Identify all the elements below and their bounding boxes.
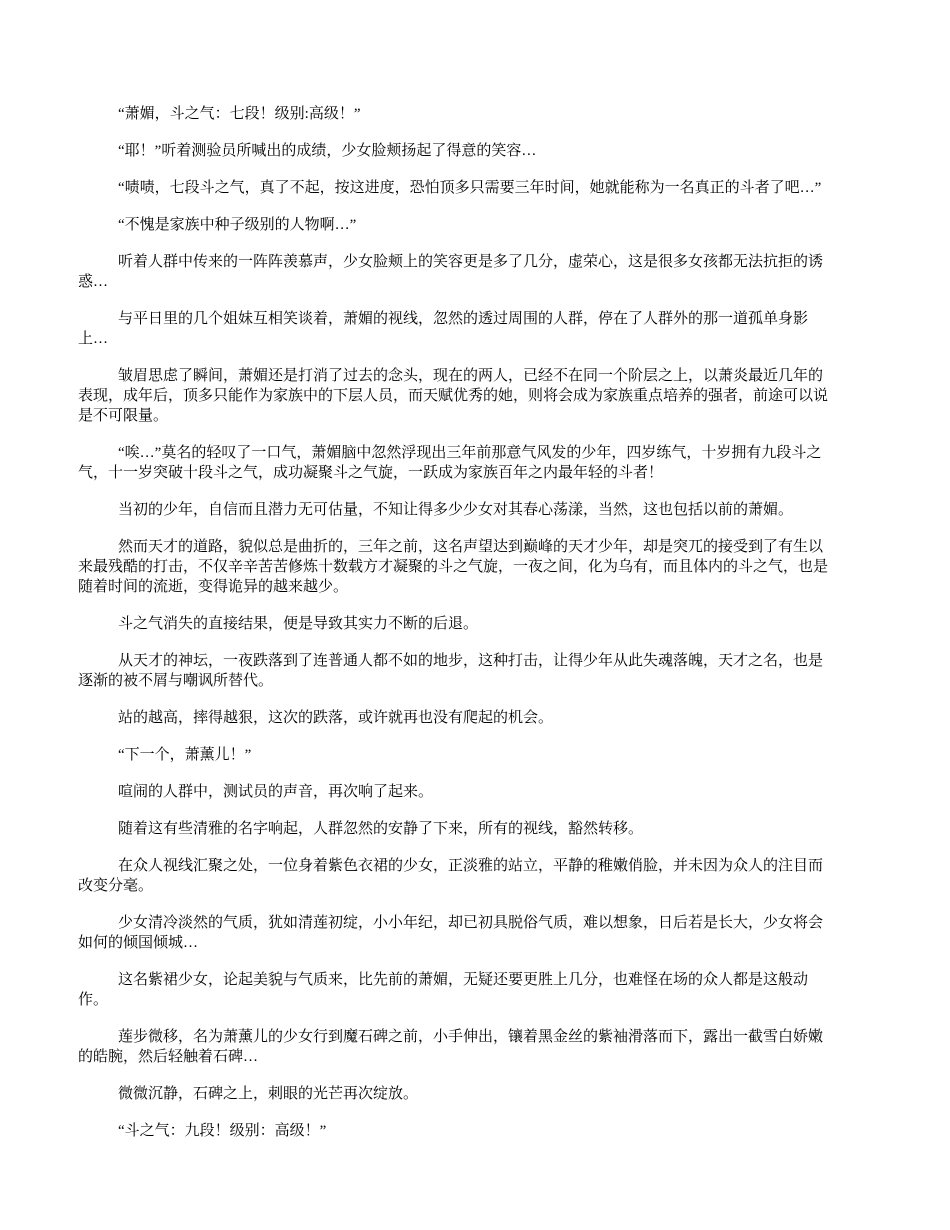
paragraph-narrative-tester-voice: 喧闹的人群中，测试员的声音，再次响了起来。: [118, 784, 434, 800]
paragraph-narrative-crowd-quiet: 随着这有些清雅的名字响起，人群忽然的安静了下来，所有的视线，豁然转移。: [118, 821, 644, 837]
paragraph-dialogue-xiaomei-result: “萧媚，斗之气：七段！级别:高级！”: [118, 106, 361, 122]
paragraph-narrative-fall-from-altar: 从天才的神坛，一夜跌落到了连普通人都不如的地步，这种打击，让得少年从此失魂落魄，天才之名，也是逐渐的被不屑与嘲讽所替代。: [78, 653, 824, 689]
paragraph-narrative-lotus-temperament: 少女清冷淡然的气质，犹如清莲初绽，小小年纪，却已初具脱俗气质，难以想象，日后若是长大，少女将会如何的倾国倾城…: [78, 915, 824, 951]
paragraph-narrative-strength-decline: 斗之气消失的直接结果，便是导致其实力不断的后退。: [118, 616, 479, 632]
paragraph-dialogue-zeze: “啧啧，七段斗之气，真了不起，按这进度，恐怕顶多只需要三年时间，她就能称为一名真正的斗者了吧…”: [118, 180, 822, 196]
paragraph-narrative-envy: 听着人群中传来的一阵阵羡慕声，少女脸颊上的笑容更是多了几分，虚荣心，这是很多女孩都无法抗拒的诱惑…: [78, 254, 824, 290]
paragraph-narrative-former-boy: 当初的少年，自信而且潜力无可估量，不知让得多少少女对其春心荡漾，当然，这也包括以前的萧媚。: [118, 502, 794, 518]
paragraph-narrative-touch-stele: 莲步微移，名为萧薰儿的少女行到魔石碑之前，小手伸出，镶着黑金丝的紫袖滑落而下，露出一截雪白娇嫩的皓腕，然后轻触着石碑…: [78, 1029, 824, 1065]
paragraph-dialogue-sigh: “唉…”莫名的轻叹了一口气，萧媚脑中忽然浮现出三年前那意气风发的少年，四岁练气，十岁拥有九段斗之气，十一岁突破十段斗之气，成功凝聚斗之气旋，一跃成为家族百年之内最年轻的斗者！: [78, 445, 822, 481]
paragraph-narrative-ponder: 皱眉思虑了瞬间，萧媚还是打消了过去的念头，现在的两人，已经不在同一个阶层之上，以萧炎最近几年的表现，成年后，顶多只能作为家族中的下层人员，而天赋优秀的她，则将会成为家族重点培养的强者，前途可以说是不可限量。: [78, 368, 829, 424]
paragraph-dialogue-seed-member: “不愧是家族中种子级别的人物啊…”: [118, 217, 357, 233]
paragraph-narrative-higher-harder-fall: 站的越高，摔得越狠，这次的跌落，或许就再也没有爬起的机会。: [118, 710, 554, 726]
paragraph-narrative-light-blooms: 微微沉静，石碑之上，刺眼的光芒再次绽放。: [118, 1086, 419, 1102]
paragraph-dialogue-ye: “耶！”听着测验员所喊出的成绩，少女脸颊扬起了得意的笑容…: [118, 143, 537, 159]
paragraph-narrative-genius-path: 然而天才的道路，貌似总是曲折的，三年之前，这名声望达到巅峰的天才少年，却是突兀的接受到了有生以来最残酷的打击，不仅辛辛苦苦修炼十数载方才凝聚的斗之气旋，一夜之间，化为乌有，而且体内的斗之气，也是随着时间的流逝，变得诡异的越来越少。: [78, 539, 829, 595]
paragraph-dialogue-next-xiaoxuner: “下一个，萧薰儿！”: [118, 747, 252, 763]
paragraph-narrative-purple-dress-girl: 在众人视线汇聚之处，一位身着紫色衣裙的少女，正淡雅的站立，平静的稚嫩俏脸，并未因为众人的注目而改变分毫。: [78, 858, 824, 894]
paragraph-narrative-gaze: 与平日里的几个姐妹互相笑谈着，萧媚的视线，忽然的透过周围的人群，停在了人群外的那一道孤单身影上…: [78, 311, 809, 347]
paragraph-narrative-beauty-compare: 这名紫裙少女，论起美貌与气质来，比先前的萧媚，无疑还要更胜上几分，也难怪在场的众人都是这般动作。: [78, 972, 809, 1008]
paragraph-dialogue-xuner-result: “斗之气：九段！级别：高级！”: [118, 1123, 327, 1139]
